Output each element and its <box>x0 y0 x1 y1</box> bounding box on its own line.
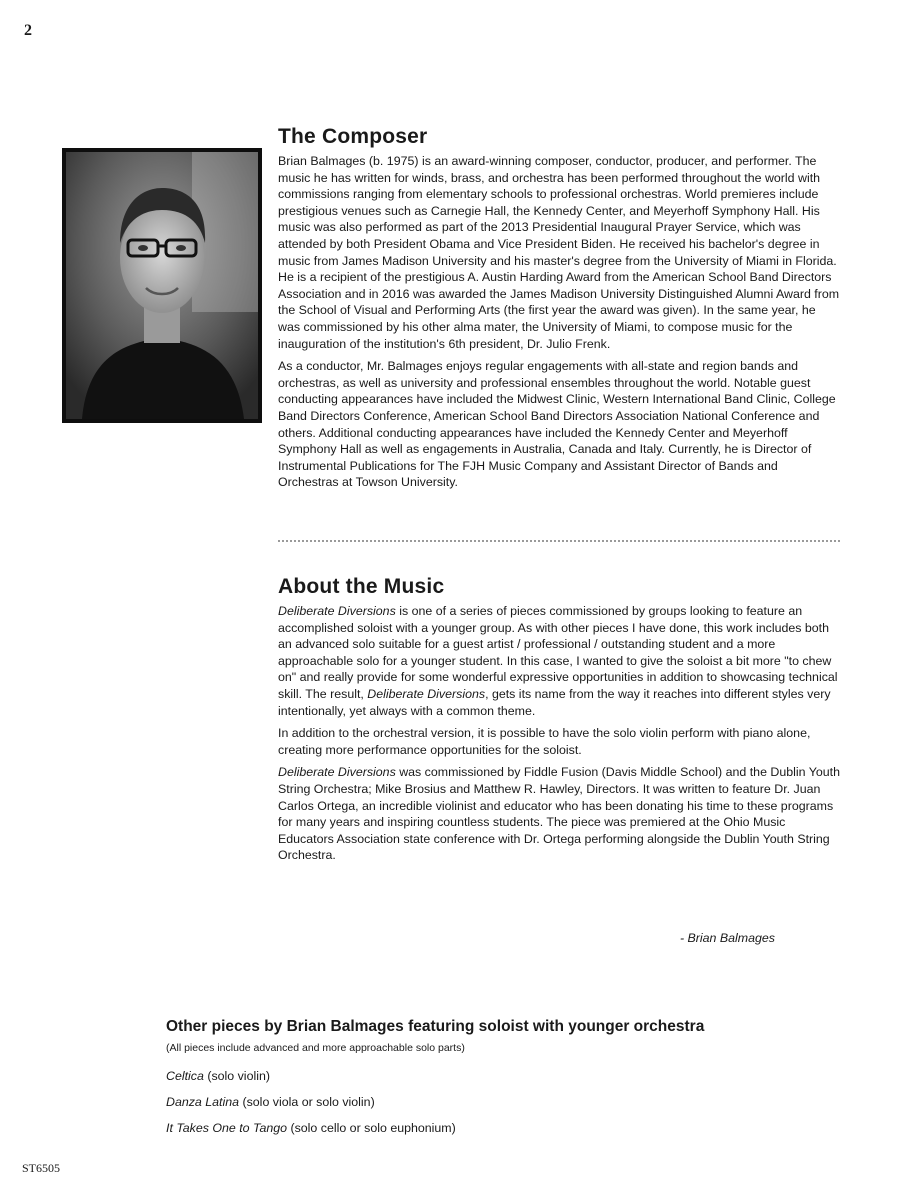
list-item <box>166 1120 866 1136</box>
piece-detail: (solo cello or solo euphonium) <box>287 1121 456 1135</box>
composer-portrait-icon <box>62 148 262 423</box>
composer-heading: The Composer <box>278 125 428 148</box>
music-section <box>278 575 840 870</box>
piece-title: It Takes One to Tango <box>166 1121 288 1135</box>
piece-detail: (solo viola or solo violin) <box>239 1095 375 1109</box>
other-pieces-note: (All pieces include advanced and more approachable solo parts) <box>166 1042 465 1054</box>
signature: - Brian Balmages <box>679 931 775 945</box>
section-divider <box>278 540 840 542</box>
music-paragraph-3 <box>278 764 840 864</box>
music-heading: About the Music <box>278 575 445 598</box>
list-item <box>166 1094 866 1110</box>
piece-title: Deliberate Diversions <box>367 686 486 701</box>
piece-title: Celtica <box>166 1069 204 1083</box>
catalog-code: ST6505 <box>22 1161 61 1175</box>
composer-photo <box>62 148 262 423</box>
composer-bio-paragraph: Brian Balmages (b. 1975) is an award-winning composer, conductor, producer, and performer. The music he has written for winds, brass, and orchestra has been performed throughout the world with commissions ranging from elementary schools to professional orchestras. World premieres include prestigious venues such as Carnegie Hall, the Kennedy Center, and Meyerhoff Symphony Hall. His music was also performed as part of the 2013 Presidential Inaugural Prayer Service, which was attended by both President Obama and Vice President Biden. He received his bachelor's degree in music from James Madison University and his master's degree from the University of Miami in Florida. He is a recipient of the prestigious A. Austin Harding Award from the American School Band Directors Association and in 2016 was awarded the James Madison University Distinguished Alumni Award from the School of Visual and Performing Arts (the first year the award was given). In the same year, he was commissioned by his other alma mater, the University of Miami, to compose music for the inauguration of the institution's 6th president, Dr. Julio Frenk. <box>278 154 840 351</box>
music-paragraph-2: In addition to the orchestral version, it is possible to have the solo violin perform with piano alone, creating more performance opportunities for the soloist. <box>278 726 811 757</box>
piece-title: Danza Latina <box>166 1095 240 1109</box>
piece-detail: (solo violin) <box>203 1069 270 1083</box>
piece-title: Deliberate Diversions <box>278 765 396 780</box>
other-pieces-heading: Other pieces by Brian Balmages featuring soloist with younger orchestra <box>166 1018 705 1035</box>
list-item <box>166 1068 866 1084</box>
music-text: , gets its name from the way it reaches into different styles very intentionally, yet always with a common theme. <box>278 686 831 718</box>
music-text: is one of a series of pieces commissioned by groups looking to feature an accomplished soloist with a younger group. As with other pieces I have done, this work includes both an advanced solo suitable for a guest artist / professional / outstanding student and a more approachable solo for a younger student. In this case, I wanted to give the soloist a bit more "to chew on" and really provide for some wonderful expressive opportunities in addition to showcasing technical skill. The result, <box>278 604 838 701</box>
composer-section <box>278 125 840 497</box>
page-number: 2 <box>24 22 32 39</box>
conductor-paragraph: As a conductor, Mr. Balmages enjoys regular engagements with all-state and region bands and orchestras, as well as university and professional ensembles throughout the world. Notable guest conducting appearances have included the Midwest Clinic, Western International Band Clinic, College Band Directors Conference, American School Band Directors Association National Conference and others. Additional conducting appearances have included the Kennedy Center and Meyerhoff Symphony Hall as well as engagements in Australia, Canada and Italy. Currently, he is Director of Instrumental Publications for The FJH Music Company and Assistant Director of Bands and Orchestras at Towson University. <box>278 359 836 490</box>
other-pieces-section <box>166 1018 866 1146</box>
piece-title: Deliberate Diversions <box>278 604 396 618</box>
music-text: was commissioned by Fiddle Fusion (Davis Middle School) and the Dublin Youth String Orchestra; Mike Brosius and Matthew R. Hawley, Directors. It was written to feature Dr. Juan Carlos Ortega, an incredible violinist and educator who has been donating his time to these programs for many years and inspiring countless students. The piece was premiered at the Ohio Music Educators Association state conference with Dr. Ortega performing alongside the Dublin Youth String Orchestra. <box>278 765 840 863</box>
music-paragraph-1 <box>278 603 840 719</box>
